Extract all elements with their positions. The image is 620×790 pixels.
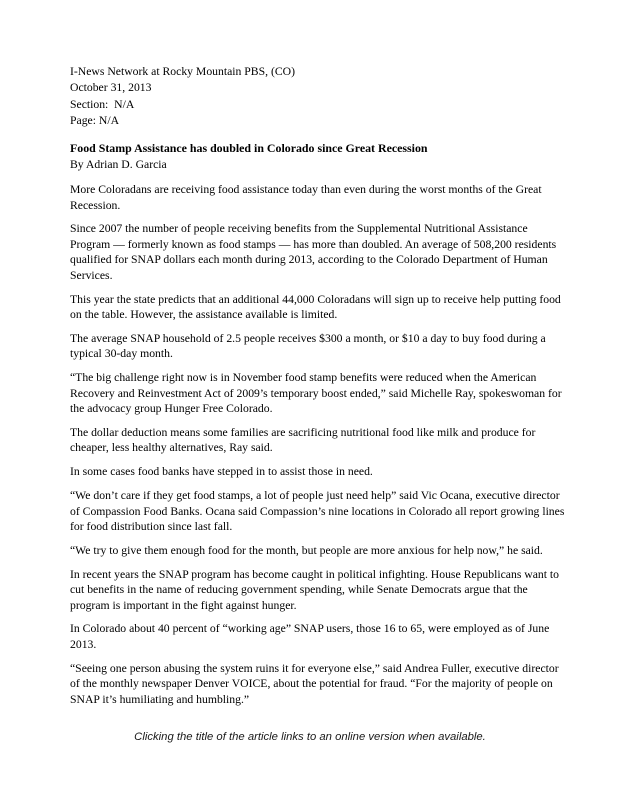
article-paragraph: In Colorado about 40 percent of “working age” SNAP users, those 16 to 65, were employed as of June 2013. xyxy=(70,622,550,651)
article-paragraph: “Seeing one person abusing the system ruins it for everyone else,” said Andrea Fuller, executive director of the monthly newspaper Denver VOICE, about the potential for fraud. “For the majority of people on SNAP it’s humiliating and humbling.” xyxy=(70,661,559,706)
article-paragraph: Since 2007 the number of people receiving benefits from the Supplemental Nutritional Assistance Program — formerly known as food stamps — has more than doubled. An average of 508,200 residents qualified for SNAP dollars each month during 2013, according to the Colorado Department of Human Services. xyxy=(70,222,557,282)
article-paragraph: This year the state predicts that an additional 44,000 Coloradans will sign up to receive help putting food on the table. However, the assistance available is limited. xyxy=(70,292,561,322)
section-label: Section: N/A xyxy=(70,98,135,111)
article-body xyxy=(70,182,575,707)
publication-date: October 31, 2013 xyxy=(70,80,152,94)
article-paragraph: The average SNAP household of 2.5 people receives $300 a month, or $10 a day to buy food during a typical 30-day month. xyxy=(70,331,546,361)
article-paragraph: In some cases food banks have stepped in to assist those in need. xyxy=(70,465,373,479)
article-byline: By Adrian D. Garcia xyxy=(70,157,167,171)
article-paragraph: In recent years the SNAP program has become caught in political infighting. House Republicans want to cut benefits in the name of reducing government spending, while Senate Democrats argue that the program is important in the fight against hunger. xyxy=(70,567,560,612)
article-paragraph: “The big challenge right now is in November food stamp benefits were reduced when the American Recovery and Reinvestment Act of 2009’s temporary boost ended,” said Michelle Ray, spokeswoman for the advocacy group Hunger Free Colorado. xyxy=(70,371,562,416)
article-paragraph: The dollar deduction means some families are sacrificing nutritional food like milk and produce for cheaper, less healthy alternatives, Ray said. xyxy=(70,425,536,455)
article-paragraph: “We don’t care if they get food stamps, a lot of people just need help” said Vic Ocana, executive director of Compassion Food Banks. Ocana said Compassion’s nine locations in Colorado all report growing lines for food distribution since last fall. xyxy=(70,489,565,534)
article-paragraph: “We try to give them enough food for the month, but people are more anxious for help now,” he said. xyxy=(70,543,543,557)
footer-note: Clicking the title of the article links to an online version when available. xyxy=(134,731,486,743)
article-paragraph: More Coloradans are receiving food assistance today than even during the worst months of the Great Recession. xyxy=(70,183,542,212)
page-label: Page: N/A xyxy=(70,113,120,127)
publication-source: I-News Network at Rocky Mountain PBS, (CO) xyxy=(70,65,295,78)
article-title[interactable]: Food Stamp Assistance has doubled in Colorado since Great Recession xyxy=(70,141,428,155)
article-content xyxy=(70,64,575,716)
